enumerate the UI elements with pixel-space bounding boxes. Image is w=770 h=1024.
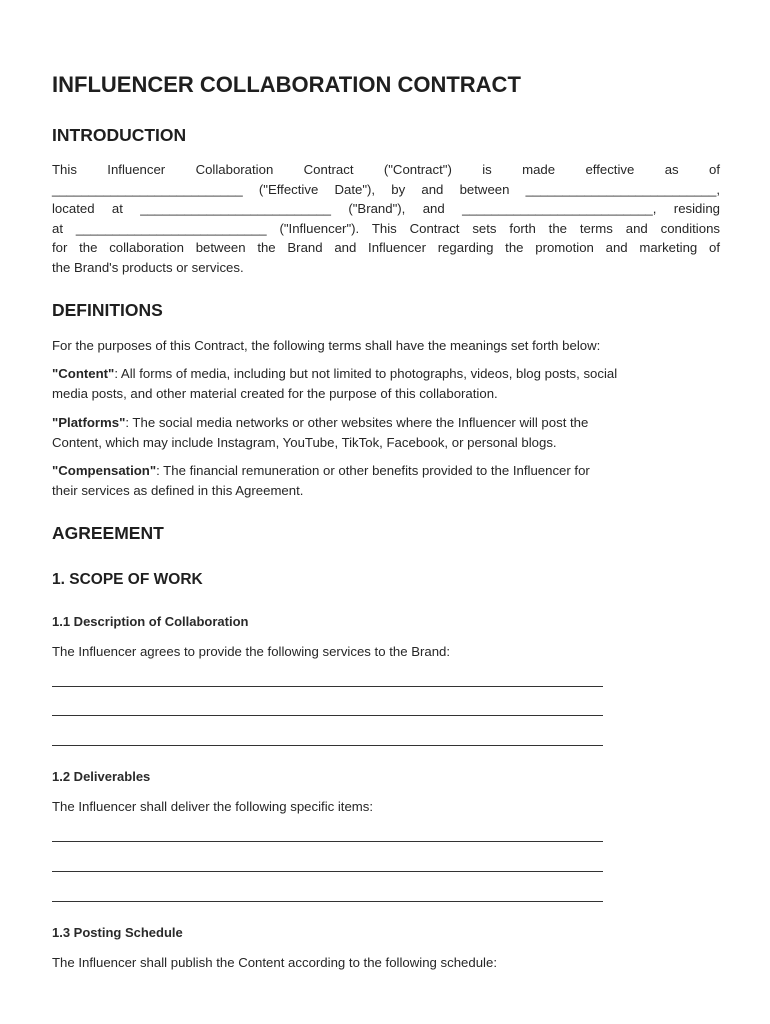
definition-text: : All forms of media, including but not limited to photographs, videos, blog posts, social: [114, 366, 618, 381]
definition-compensation: [52, 461, 720, 500]
definition-line: Content, which may include Instagram, YouTube, TikTok, Facebook, or personal blogs.: [52, 434, 557, 450]
posting-schedule-heading: 1.3 Posting Schedule: [52, 925, 183, 940]
definition-term: "Compensation": [52, 463, 157, 478]
intro-line: at __________________________ ("Influencer"). This Contract sets forth the terms and conditions: [52, 220, 720, 236]
definitions-intro: For the purposes of this Contract, the following terms shall have the meanings set forth below:: [52, 338, 601, 353]
definition-text: : The financial remuneration or other benefits provided to the Influencer for: [156, 463, 590, 478]
posting-schedule-text: The Influencer shall publish the Content according to the following schedule:: [52, 955, 497, 970]
intro-line: located at __________________________ ("Brand"), and __________________________, residing: [52, 201, 720, 217]
definitions-heading: DEFINITIONS: [52, 300, 163, 320]
fill-in-line: [52, 745, 603, 746]
intro-line: __________________________ ("Effective Date"), by and between __________________________,: [52, 181, 720, 197]
fill-in-line: [52, 841, 603, 842]
definition-text: : The social media networks or other websites where the Influencer will post the: [125, 415, 589, 430]
introduction-heading: INTRODUCTION: [52, 125, 187, 145]
agreement-heading: AGREEMENT: [52, 523, 164, 543]
definition-line: media posts, and other material created for the purpose of this collaboration.: [52, 385, 498, 401]
fill-in-line: [52, 715, 603, 716]
deliverables-text: The Influencer shall deliver the following specific items:: [52, 799, 374, 814]
definition-platforms: [52, 413, 720, 452]
intro-line: for the collaboration between the Brand and Influencer regarding the promotion and marketing of: [52, 240, 720, 256]
fill-in-line: [52, 901, 603, 902]
definition-line: their services as defined in this Agreement.: [52, 482, 304, 498]
description-of-collaboration-text: The Influencer agrees to provide the following services to the Brand:: [52, 644, 451, 659]
description-of-collaboration-heading: 1.1 Description of Collaboration: [52, 614, 249, 629]
fill-in-line: [52, 686, 603, 687]
definition-line: [52, 364, 720, 384]
document-title: INFLUENCER COLLABORATION CONTRACT: [52, 72, 521, 97]
fill-in-line: [52, 871, 603, 872]
intro-line: the Brand's products or services.: [52, 259, 244, 275]
deliverables-heading: 1.2 Deliverables: [52, 769, 151, 784]
scope-of-work-heading: 1. SCOPE OF WORK: [52, 571, 203, 588]
definition-content: [52, 364, 720, 403]
definition-term: "Platforms": [52, 415, 126, 430]
definition-term: "Content": [52, 366, 115, 381]
intro-line: This Influencer Collaboration Contract ("Contract") is made effective as of: [52, 162, 720, 177]
definition-line: [52, 461, 720, 481]
definition-line: [52, 413, 720, 433]
introduction-paragraph: [52, 160, 720, 278]
